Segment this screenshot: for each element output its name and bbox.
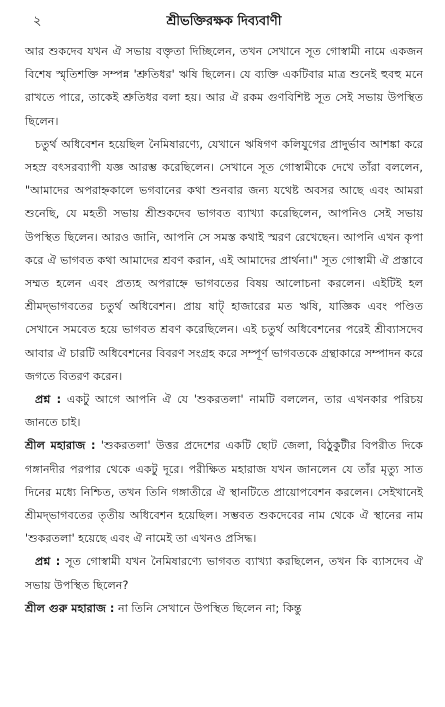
paragraph-text: চতুর্থ অধিবেশন হয়েছিল নৈমিষারণ্যে, যেখানে ঋষিগণ কলিযুগের প্রাদুর্ভাব আশঙ্কা করে সহস্র বৎসরব্যাপী যজ্ঞ আরম্ভ করেছিলেন। সেখানে সূত গোস্বামীকে দেখে তাঁরা বললেন, "আমাদের অপরাহ্নকালে ভগবানের কথা শুনবার জন্য যথেষ্ট অবসর আছে এবং আমরা শুনেছি, যে মহতী সভায় শ্রীশুকদেব ভাগবত ব্যাখ্যা করেছিলেন, আপনিও সেই সভায় উপস্থিত ছিলেন। আরও জানি, আপনি সে সমস্ত কথাই স্মরণ রেখেছেন। আপনি এখন কৃপা করে ঐ ভাগবত কথা আমাদের শ্রবণ করান, এই আমাদের প্রার্থনা।" সূত গোস্বামী ঐ প্রস্তাবে সম্মত হলেন এবং প্রত্যহ অপরাহ্নে ভাগবতের বিষয় আলোচনা করলেন। এইটিই হল শ্রীমদ্‌ভাগবতের চতুর্থ অধিবেশন। প্রায় ষাট্‌ হাজারের মত ঋষি, যাজ্ঞিক এবং পণ্ডিত সেখানে সমবেত হয়ে ভাগবত শ্রবণ করেছিলেন। এই চতুর্থ অধিবেশনের পরেই শ্রীব্যাসদেব আবার ঐ চারটি অধিবেশনের বিবরণ সংগ্রহ করে সম্পূর্ণ ভাগবতকে গ্রন্থাকারে সম্পাদন করে জগতে বিতরণ করেন। — [25, 137, 423, 383]
qa-block — [25, 597, 423, 620]
qa-text: সূত গোস্বামী যখন নৈমিষারণ্যে ভাগবত ব্যাখ্যা করছিলেন, তখন কি ব্যাসদেব ঐ সভায় উপস্থিত ছিলেন? — [25, 555, 424, 592]
qa-block — [25, 550, 423, 596]
qa-text: 'শুকরতলা' উত্তর প্রদেশের একটি ছোট জেলা, বিঠুকুটীর বিপরীত দিকে গঙ্গানদীর পরপার থেকে একটু দূরে। পরীক্ষিত মহারাজ যখন জানলেন যে তাঁর মৃত্যু সাত দিনের মধ্যে নিশ্চিত, তখন তিনি গঙ্গাতীরে ঐ স্থানটিতে প্রায়োপবেশন করলেন। সেইখানেই শ্রীমদ্‌ভাগবতের তৃতীয় অধিবেশন হয়েছিল। সম্ভবত শুকদেবের নাম থেকে ঐ স্থানের নাম 'শুকরতলা' হয়েছে এবং ঐ নামেই তা এখনও প্রসিদ্ধ। — [25, 439, 423, 546]
speaker-label: প্রশ্ন : — [35, 555, 61, 569]
speaker-label: শ্রীল গুরু মহারাজ : — [25, 601, 115, 615]
page-header — [25, 10, 423, 32]
page-body — [25, 40, 423, 620]
qa-text: একটু আগে আপনি ঐ যে 'শুকরতলা' নামটি বললেন, তার এখনকার পরিচয় জানতে চাই। — [25, 393, 423, 430]
paragraph — [25, 40, 423, 133]
speaker-label: প্রশ্ন : — [35, 393, 62, 407]
qa-block — [25, 388, 423, 434]
page-number: ২ — [33, 14, 42, 29]
running-title: শ্রীভক্তিরক্ষক দিব্যবাণী — [166, 14, 282, 29]
speaker-label: শ্রীল মহারাজ : — [25, 439, 96, 453]
qa-block — [25, 434, 423, 550]
paragraph — [25, 133, 423, 388]
paragraph-text: আর শুকদেব যখন ঐ সভায় বক্তৃতা দিচ্ছিলেন, তখন সেখানে সূত গোস্বামী নামে একজন বিশেষ স্মৃতিশক্তি সম্পন্ন 'শ্রুতিধর' ঋষি ছিলেন। যে ব্যক্তি একটিবার মাত্র শুনেই হুবহু মনে রাখতে পারে, তাকেই শ্রুতিধর বলা হয়। আর ঐ রকম গুণবিশিষ্ট সূত সেই সভায় উপস্থিত ছিলেন। — [25, 45, 423, 128]
qa-text: না তিনি সেখানে উপস্থিত ছিলেন না; কিন্তু — [117, 601, 302, 615]
